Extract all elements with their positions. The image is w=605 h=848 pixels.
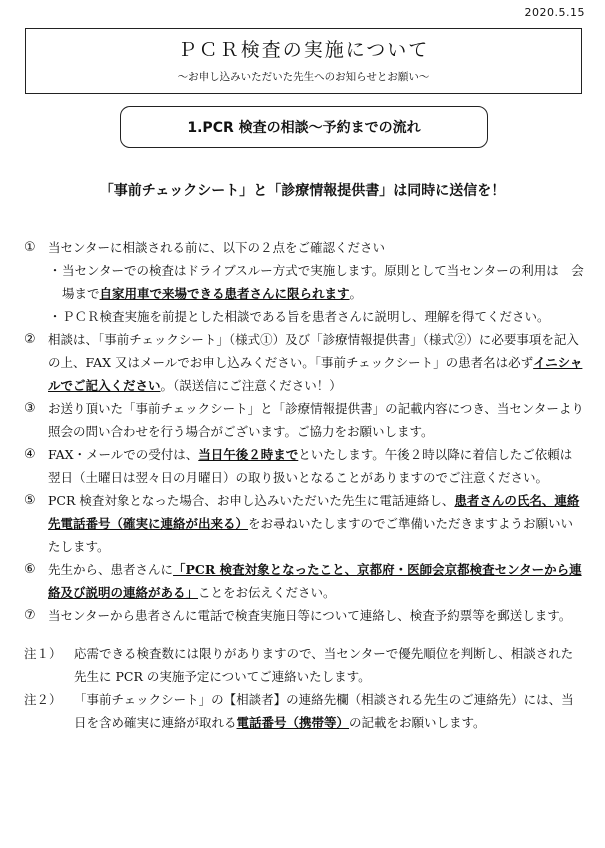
list-item-6	[24, 558, 584, 604]
item-number: ⑦	[24, 608, 36, 623]
text-run: PCR 検査対象となった場合、お申し込みいただいた先生に電話連絡し、	[48, 493, 455, 508]
text-run: をお尋ねいたしますのでご準備いただきますようお願いいたします。	[48, 516, 574, 554]
text-run: といたします。午後２時以降に着信したご依頼は翌日（土曜日は翌々日の月曜日）の取り扱いとなることがありますのでご注意ください。	[48, 447, 573, 485]
headline-notice: 「事前チェックシート」と「診療情報提供書」は同時に送信を！	[99, 183, 506, 199]
item-number: ⑤	[24, 493, 36, 508]
note-label: 注１）	[24, 646, 62, 661]
list-item-5	[24, 489, 584, 558]
underlined-text: イニシャルでご記入ください	[48, 355, 583, 393]
item-text	[48, 328, 584, 397]
text-run: 先生から、患者さんに	[48, 562, 174, 577]
note-text	[74, 688, 584, 734]
note-1	[24, 642, 584, 688]
item-number: ②	[24, 332, 36, 347]
item-text: 当センターに相談される前に、以下の２点をご確認ください	[48, 240, 386, 255]
section-heading: 1.PCR 検査の相談～予約までの流れ	[120, 106, 488, 148]
text-run: 。	[349, 286, 363, 301]
bullet-item	[24, 259, 584, 305]
text-run: ことをお伝えください。	[198, 585, 336, 600]
text-run: 相談は、「事前チェックシート」（様式①）及び「診療情報提供書」（様式②）に必要事項を記入の上、FAX 又はメールでお申し込みください。「事前チェックシート」の患者名は必ず	[48, 332, 579, 370]
spacer	[24, 627, 584, 642]
bullet-mark: ・	[48, 309, 62, 324]
list-item-2	[24, 328, 584, 397]
procedure-list	[24, 236, 584, 734]
item-number: ④	[24, 447, 36, 462]
underlined-text: 自家用車で来場できる患者さんに限られます	[99, 286, 350, 301]
bullet-text	[62, 259, 584, 305]
item-number: ③	[24, 401, 36, 416]
list-item-1	[24, 236, 584, 259]
underlined-text: 電話番号（携帯等）	[236, 715, 350, 730]
item-text	[48, 489, 584, 558]
item-text: お送り頂いた「事前チェックシート」と「診療情報提供書」の記載内容につき、当センターより照会の問い合わせを行う場合がございます。ご協力をお願いします。	[48, 401, 584, 439]
text-run: FAX・メールでの受付は、	[48, 447, 199, 462]
text-run: の記載をお願いします。	[349, 715, 486, 730]
item-number: ①	[24, 240, 36, 255]
item-text	[48, 558, 584, 604]
note-text: 応需できる検査数には限りがありますので、当センターで優先順位を判断し、相談された先生に PCR の実施予定についてご連絡いたします。	[74, 646, 574, 684]
document-subtitle: ～お申し込みいただいた先生へのお知らせとお願い～	[177, 71, 430, 83]
text-run: 。（誤送信にご注意ください！）	[160, 378, 342, 393]
bullet-item	[24, 305, 584, 328]
text-run: 当センターでの検査はドライブスルー方式で実施します。原則として当センターの利用は 会場まで	[62, 263, 584, 301]
item-text: 当センターから患者さんに電話で検査実施日等について連絡し、検査予約票等を郵送します。	[48, 608, 572, 623]
header-box	[25, 28, 582, 94]
item-text	[48, 443, 584, 489]
note-2	[24, 688, 584, 734]
note-label: 注２）	[24, 692, 62, 707]
text-run: 「事前チェックシート」の【相談者】の連絡先欄（相談される先生のご連絡先）には、当日を含め確実に連絡が取れる	[74, 692, 574, 730]
underlined-text: 当日午後２時まで	[198, 447, 299, 462]
list-item-3	[24, 397, 584, 443]
list-item-7	[24, 604, 584, 627]
document-title: ＰＣＲ検査の実施について	[177, 39, 430, 61]
underlined-text: 「PCR 検査対象となったこと、京都府・医師会京都検査センターから連絡及び説明の連絡がある」	[48, 562, 582, 600]
list-item-4	[24, 443, 584, 489]
document-date: 2020.5.15	[524, 6, 585, 19]
item-number: ⑥	[24, 562, 36, 577]
bullet-text: ＰＣＲ検査実施を前提とした相談である旨を患者さんに説明し、理解を得てください。	[62, 309, 550, 324]
underlined-text: 患者さんの氏名、連絡先電話番号（確実に連絡が出来る）	[48, 493, 580, 531]
bullet-mark: ・	[48, 263, 62, 278]
